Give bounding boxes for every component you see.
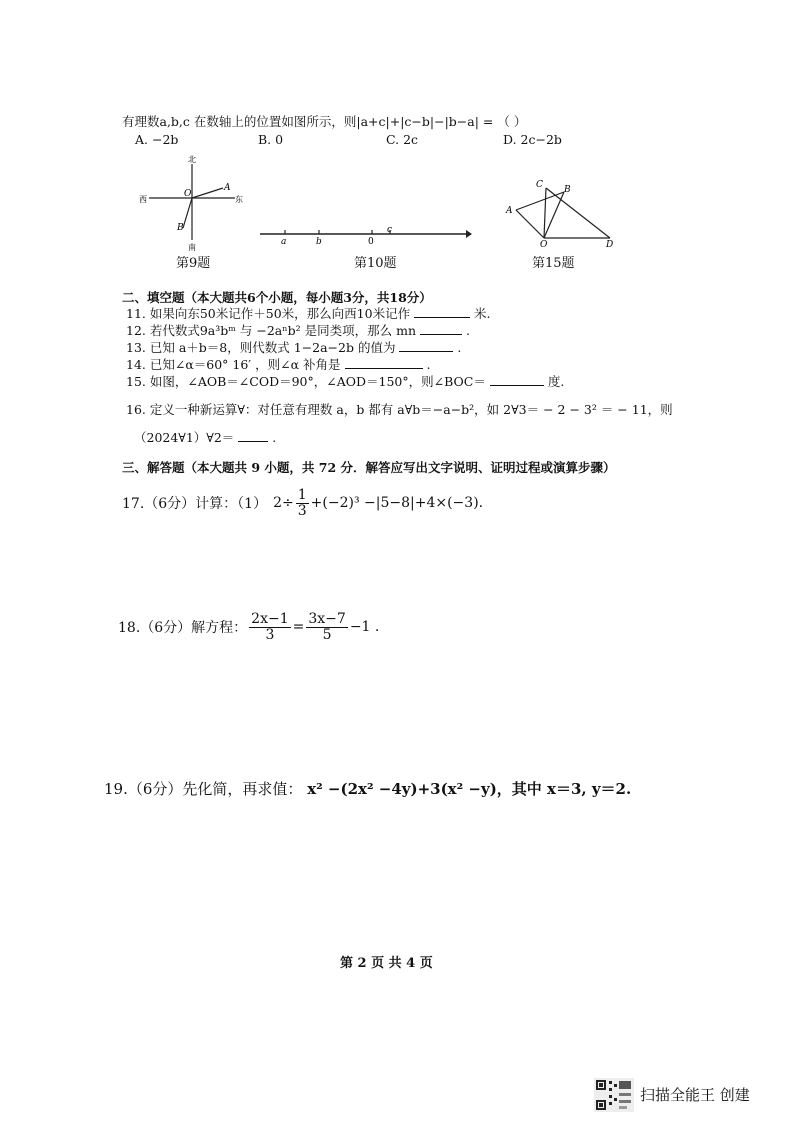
figure-10-number-line bbox=[256, 222, 476, 248]
page-number: 第 2 页 共 4 页 bbox=[340, 956, 433, 971]
point-b: b bbox=[316, 237, 322, 247]
q10-option-d: D. 2c−2b bbox=[503, 132, 562, 147]
question-16-line2: （2024∀1）∀2＝ . bbox=[134, 430, 277, 445]
question-11: 11. 如果向东50米记作＋50米，那么向西10米记作 米. bbox=[126, 306, 491, 321]
question-14: 14. 已知∠α＝60° 16′ ，则∠α 补角是 . bbox=[126, 357, 431, 372]
question-13: 13. 已知 a＋b＝8，则代数式 1−2a−2b 的值为 . bbox=[126, 340, 462, 355]
question-18: 18.（6分）解方程： $\frac{2x-1}{3}$ = $\frac{3x-7}{5}$ −1 . bbox=[118, 611, 380, 643]
south-label: 南 bbox=[188, 243, 196, 252]
question-12: 12. 若代数式9a³bᵐ 与 −2aⁿb² 是同类项，那么 mn . bbox=[126, 323, 470, 338]
q17-fraction: $\frac{1}{3}$ bbox=[297, 487, 307, 519]
point-c: c bbox=[387, 225, 393, 235]
point-B: B bbox=[564, 185, 571, 195]
question-15: 15. 如图，∠AOB＝∠COD＝90°，∠AOD＝150°，则∠BOC＝ 度. bbox=[126, 374, 565, 389]
point-b-label: B bbox=[177, 223, 184, 233]
point-D: D bbox=[606, 240, 614, 248]
figure-9-caption: 第9题 bbox=[176, 256, 211, 271]
figure-15-angles bbox=[500, 176, 620, 248]
question-10-stem: 有理数a,b,c 在数轴上的位置如图所示，则|a+c|+|c−b|−|b−a| = （ ） bbox=[122, 114, 527, 129]
west-label: 西 bbox=[139, 195, 147, 204]
section-2-heading: 二、填空题（本大题共6个小题，每小题3分，共18分） bbox=[122, 290, 432, 305]
watermark-text: 扫描全能王 创建 bbox=[640, 1086, 750, 1104]
q10-option-c: C. 2c bbox=[386, 132, 419, 147]
q18-fraction-left: $\frac{2x-1}{3}$ bbox=[251, 611, 289, 643]
point-A: A bbox=[506, 206, 513, 216]
question-17: 17.（6分）计算：（1） 2÷ $\frac{1}{3}$ +(−2)³ −|5−8|+4×(−3). bbox=[122, 487, 484, 519]
figure-9-compass bbox=[135, 152, 245, 252]
q10-option-a: A. −2b bbox=[135, 132, 179, 147]
question-16-line1: 16. 定义一种新运算∀：对任意有理数 a，b 都有 a∀b＝−a−b²，如 2∀3＝ − 2 − 3² ＝ − 11，则 bbox=[126, 402, 673, 417]
figure-10-caption: 第10题 bbox=[354, 256, 397, 271]
north-label: 北 bbox=[188, 155, 196, 164]
q10-option-b: B. 0 bbox=[258, 132, 284, 147]
point-zero: 0 bbox=[368, 237, 374, 247]
east-label: 东 bbox=[235, 195, 243, 204]
point-a-label: A bbox=[224, 183, 231, 193]
question-19: 19.（6分）先化简，再求值： x² −(2x² −4y)+3(x² −y)，其中 x＝3, y＝2. bbox=[104, 780, 632, 798]
q18-fraction-right: $\frac{3x-7}{5}$ bbox=[308, 611, 346, 643]
point-a: a bbox=[281, 237, 287, 247]
qr-code-icon bbox=[594, 1078, 634, 1112]
origin-label: O bbox=[184, 189, 192, 199]
section-3-heading: 三、解答题（本大题共 9 小题，共 72 分．解答应写出文字说明、证明过程或演算步骤） bbox=[122, 460, 616, 475]
figure-15-caption: 第15题 bbox=[532, 256, 575, 271]
point-O: O bbox=[540, 240, 548, 248]
point-C: C bbox=[536, 180, 543, 190]
